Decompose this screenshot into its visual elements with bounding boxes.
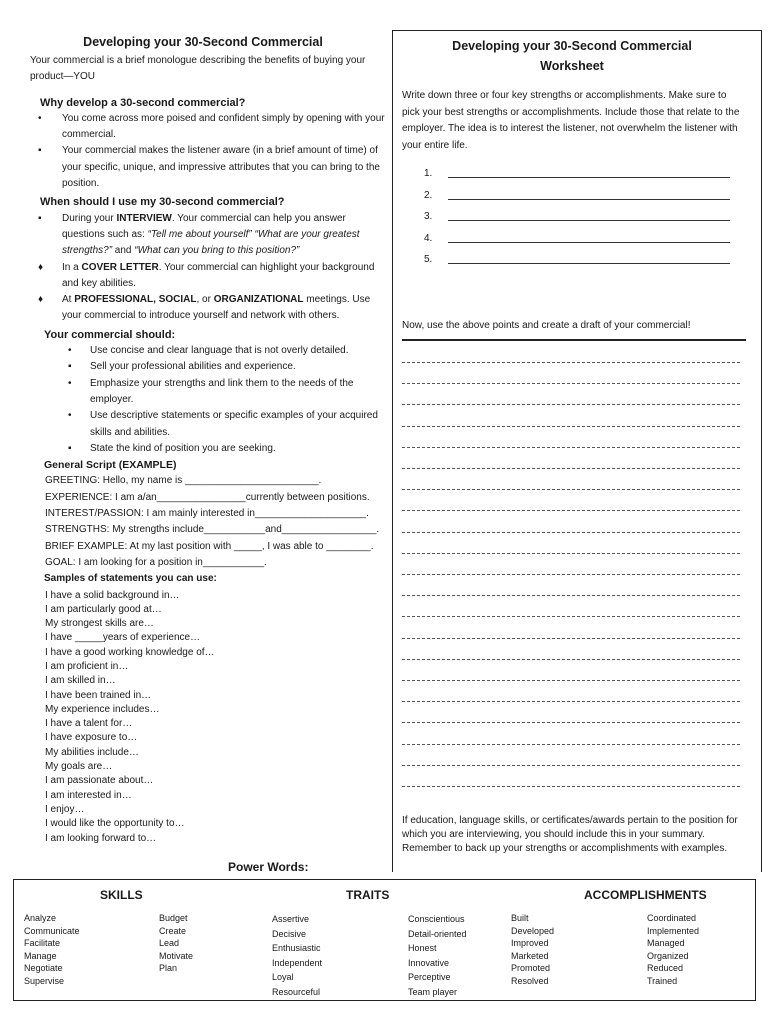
trait-word: Decisive — [272, 928, 307, 939]
skill-word: Manage — [24, 950, 57, 961]
draft-line[interactable] — [402, 468, 740, 469]
traits-header: TRAITS — [346, 888, 390, 902]
should-heading: Your commercial should: — [44, 328, 176, 341]
draft-prompt: Now, use the above points and create a draft of your commercial! — [402, 320, 691, 331]
accomplishment-word: Promoted — [511, 963, 551, 974]
accomplishment-word: Trained — [647, 975, 678, 986]
trait-word: Innovative — [408, 957, 450, 968]
accomplishment-word: Coordinated — [647, 913, 697, 923]
accomplishment-word: Managed — [647, 938, 685, 949]
draft-line[interactable] — [402, 680, 740, 681]
accomplishment-word: Resolved — [511, 975, 549, 986]
sample-statement: I have a solid background in… — [45, 589, 180, 601]
accomplishment-word: Built — [511, 913, 529, 923]
when-heading: When should I use my 30-second commercial? — [40, 196, 285, 209]
skill-word: Lead — [159, 938, 180, 949]
list-item: ▪ During your INTERVIEW. Your commercial can help you answer questions such as: “Tell me about yourself” “What are your greatest strengths?” and “What can you bring to this position?” — [38, 212, 360, 257]
draft-line[interactable] — [402, 383, 740, 384]
trait-word: Enthusiastic — [272, 943, 321, 953]
sample-statement: My goals are… — [45, 761, 113, 773]
sample-statement: I am looking forward to… — [45, 832, 157, 844]
worksheet-title: Developing your 30-Second Commercial Worksheet — [452, 39, 692, 73]
script-line: BRIEF EXAMPLE: At my last position with _____, I was able to ________. — [45, 540, 374, 552]
strength-entry[interactable]: 2. — [402, 188, 742, 210]
draft-line[interactable] — [402, 532, 740, 533]
skill-word: Plan — [159, 963, 178, 974]
page-title: Developing your 30-Second Commercial — [83, 35, 323, 49]
trait-word: Independent — [272, 957, 323, 968]
list-item: ♦ At PROFESSIONAL, SOCIAL, or ORGANIZATIONAL meetings. Use your commercial to introduce yourself and network with others. — [38, 294, 371, 322]
list-item: • Use descriptive statements or specific examples of your acquired skills and abilities. — [68, 410, 378, 438]
sample-statement: I enjoy… — [45, 803, 85, 815]
skill-word: Budget — [159, 913, 188, 923]
draft-line[interactable] — [402, 510, 740, 511]
trait-word: Assertive — [272, 914, 310, 924]
power-words-table — [13, 879, 756, 1001]
trait-word: Honest — [408, 943, 437, 953]
draft-line[interactable] — [402, 638, 740, 639]
sample-statement: I have exposure to… — [45, 732, 138, 744]
draft-line[interactable] — [402, 744, 740, 745]
sample-statement: I have a talent for… — [45, 718, 133, 730]
list-item: ▪ State the kind of position you are seeking. — [68, 442, 276, 454]
skills-column-2 — [159, 912, 193, 975]
sample-statement: I am interested in… — [45, 789, 132, 801]
sample-statement: I have a good working knowledge of… — [45, 646, 215, 658]
when-list — [30, 211, 390, 325]
left-column — [30, 34, 390, 846]
script-lines — [30, 473, 390, 571]
sample-statement: My experience includes… — [45, 703, 160, 715]
trait-word: Conscientious — [408, 914, 465, 924]
closing-note: If education, language skills, or certificates/awards pertain to the position for which you are interviewing, you should include this in your summary. Remember to back up your strengths or accomplishments with examples. — [402, 815, 738, 854]
sample-statement: My strongest skills are… — [45, 618, 154, 630]
why-list — [30, 111, 390, 192]
sample-statement: I am particularly good at… — [45, 603, 162, 615]
skill-word: Facilitate — [24, 938, 61, 949]
skill-word: Create — [159, 925, 187, 936]
draft-line[interactable] — [402, 362, 740, 363]
strength-entry[interactable]: 1. — [402, 166, 742, 188]
strength-entry[interactable]: 3. — [402, 209, 742, 231]
sample-statement: I have been trained in… — [45, 689, 152, 701]
strength-entry[interactable]: 5. — [402, 252, 742, 274]
draft-line[interactable] — [402, 701, 740, 702]
draft-line[interactable] — [402, 553, 740, 554]
draft-line[interactable] — [402, 765, 740, 766]
accomplishments-column-1 — [511, 912, 554, 988]
sample-statement: I am proficient in… — [45, 660, 129, 672]
script-line: GREETING: Hello, my name is ________________________. — [45, 475, 322, 487]
script-heading: General Script (EXAMPLE) — [44, 459, 177, 472]
trait-word: Team player — [408, 986, 458, 997]
intro-text: Your commercial is a brief monologue describing the benefits of buying your product—YOU — [30, 55, 366, 83]
script-line: INTEREST/PASSION: I am mainly interested in____________________. — [45, 508, 369, 520]
skill-word: Communicate — [24, 925, 80, 936]
sample-statement: I would like the opportunity to… — [45, 818, 185, 830]
draft-line[interactable] — [402, 659, 740, 660]
sample-statement: I have _____years of experience… — [45, 632, 201, 644]
samples-heading: Samples of statements you can use: — [44, 573, 217, 585]
sample-statement: I am skilled in… — [45, 675, 116, 687]
traits-column-1 — [272, 912, 322, 999]
divider — [402, 339, 746, 341]
power-words-heading: Power Words: — [228, 860, 309, 874]
draft-line[interactable] — [402, 595, 740, 596]
skill-word: Analyze — [24, 913, 57, 923]
should-list — [30, 343, 390, 457]
draft-line[interactable] — [402, 404, 740, 405]
strengths-list — [402, 166, 742, 274]
worksheet-instructions: Write down three or four key strengths or accomplishments. Make sure to pick your best strengths or accomplishments. Include those that relate to the employer. The idea is to interest the listener, not overwhelm the listener with your entire life. — [402, 90, 740, 151]
list-item: ▪ Sell your professional abilities and experience. — [68, 361, 296, 373]
draft-line[interactable] — [402, 447, 740, 448]
draft-line[interactable] — [402, 616, 740, 617]
accomplishment-word: Organized — [647, 950, 689, 961]
list-item: ▪ Your commercial makes the listener aware (in a brief amount of time) of your specific, unique, and impressive attributes that you can bring to the position. — [38, 145, 380, 190]
trait-word: Detail-oriented — [408, 928, 467, 939]
trait-word: Perceptive — [408, 972, 451, 982]
list-item: • You come across more poised and confident simply by opening with your commercial. — [38, 112, 385, 141]
accomplishment-word: Marketed — [511, 950, 549, 961]
accomplishment-word: Developed — [511, 925, 555, 936]
traits-column-2 — [408, 912, 467, 999]
script-line: GOAL: I am looking for a position in___________. — [45, 556, 267, 568]
skills-header: SKILLS — [100, 888, 143, 902]
strength-entry[interactable]: 4. — [402, 231, 742, 253]
trait-word: Resourceful — [272, 986, 321, 997]
accomplishment-word: Implemented — [647, 925, 700, 936]
draft-line[interactable] — [402, 786, 740, 787]
script-line: STRENGTHS: My strengths include___________and_________________. — [45, 524, 380, 536]
draft-line[interactable] — [402, 722, 740, 723]
skill-word: Supervise — [24, 975, 65, 986]
sample-statement: My abilities include… — [45, 746, 139, 758]
skill-word: Negotiate — [24, 963, 63, 974]
why-heading: Why develop a 30-second commercial? — [40, 96, 246, 109]
skill-word: Motivate — [159, 950, 194, 961]
draft-line[interactable] — [402, 426, 740, 427]
draft-line[interactable] — [402, 489, 740, 490]
worksheet-column — [402, 36, 742, 274]
samples-list — [30, 589, 390, 846]
script-line: EXPERIENCE: I am a/an________________currently between positions. — [45, 491, 370, 503]
accomplishments-column-2 — [647, 912, 699, 988]
list-item: • Emphasize your strengths and link them to the needs of the employer. — [68, 377, 354, 405]
skills-column-1 — [24, 912, 80, 988]
accomplishment-word: Improved — [511, 938, 549, 949]
draft-line[interactable] — [402, 574, 740, 575]
list-item: • Use concise and clear language that is not overly detailed. — [68, 345, 349, 357]
accomplishments-header: ACCOMPLISHMENTS — [584, 888, 707, 902]
trait-word: Loyal — [272, 972, 294, 982]
list-item: ♦ In a COVER LETTER. Your commercial can highlight your background and key abilities. — [38, 261, 375, 289]
sample-statement: I am passionate about… — [45, 775, 154, 787]
accomplishment-word: Reduced — [647, 963, 684, 974]
